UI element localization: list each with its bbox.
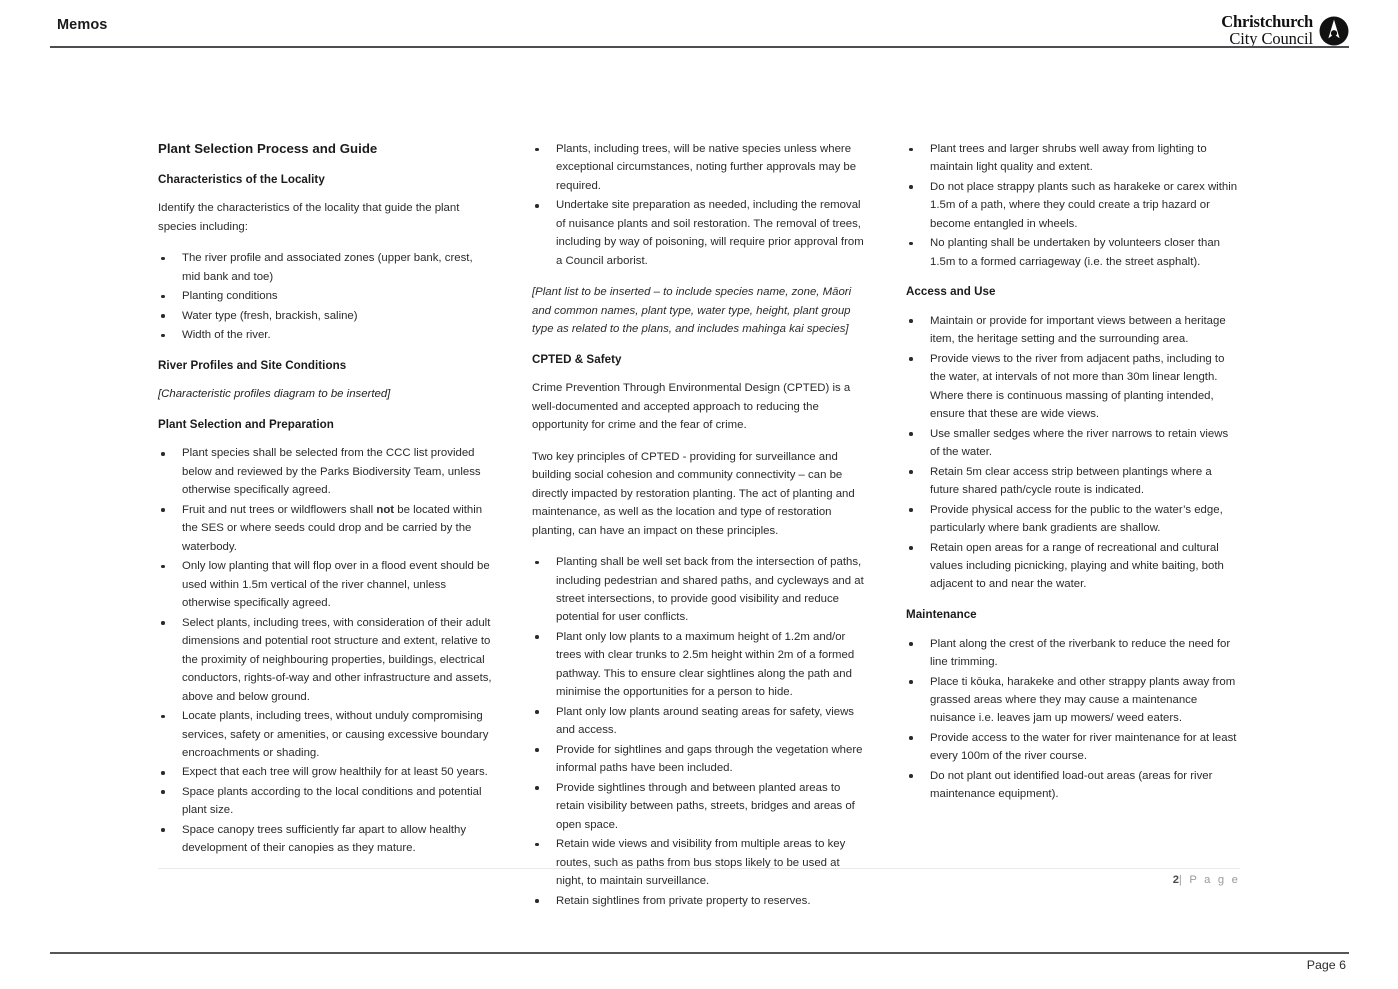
plant-selection-bullet-list <box>158 444 492 857</box>
heading-plant-selection-and-preparation: Plant Selection and Preparation <box>158 417 334 431</box>
list-item: Retain wide views and visibility from multiple areas to key routes, such as paths from bus stops likely to be used at night, to maintain surveillance. <box>532 835 866 890</box>
header-divider <box>50 46 1349 48</box>
viewer-page-label: Page 6 <box>1306 958 1346 972</box>
list-item: Width of the river. <box>158 326 492 344</box>
list-item: Expect that each tree will grow healthily for at least 50 years. <box>158 763 492 781</box>
column-left <box>158 140 492 923</box>
cpted-paragraph-1: Crime Prevention Through Environmental Design (CPTED) is a well-documented and accepted approach to reducing the opportunity for crime and the fear of crime. <box>532 382 851 432</box>
list-item: Retain sightlines from private property to reserves. <box>532 892 866 910</box>
document-header <box>0 0 1398 50</box>
list-item: Place ti kōuka, harakeke and other strappy plants away from grassed areas where they may cause a maintenance nuisance i.e. leaves jam up mowers/ weed eaters. <box>906 673 1240 728</box>
plant-list-placeholder-note: [Plant list to be inserted – to include species name, zone, Māori and common names, plant type, water type, height, plant group type as related to the plans, and includes mahinga kai species] <box>532 286 852 336</box>
list-item: Water type (fresh, brackish, saline) <box>158 307 492 325</box>
cpted-paragraph-2: Two key principles of CPTED - providing for surveillance and building social cohesion and community connectivity – can be directly impacted by restoration planting. The act of planting and maintenance, as well as the location and type of restoration planting, can have an impact on these principles. <box>532 450 855 537</box>
heading-characteristics-of-the-locality: Characteristics of the Locality <box>158 172 325 186</box>
header-title: Memos <box>57 17 108 33</box>
plant-selection-bullet-list-continued <box>532 140 866 270</box>
logo-line-2: City Council <box>1229 28 1313 48</box>
list-item: Only low planting that will flop over in a flood event should be used within 1.5m vertical of the river channel, unless otherwise specifically agreed. <box>158 557 492 612</box>
locality-bullet-list <box>158 249 492 344</box>
fruit-text-emphasis: not <box>376 503 395 516</box>
locality-intro-paragraph: Identify the characteristics of the locality that guide the plant species including: <box>158 202 460 233</box>
heading-access-and-use: Access and Use <box>906 285 996 299</box>
document-footer-divider <box>158 868 1240 869</box>
list-item: Provide views to the river from adjacent paths, including to the water, at intervals of not more than 30m linear length. Where there is continuous massing of planting intended, ensure that these are wide views. <box>906 350 1240 424</box>
list-item: Plant trees and larger shrubs well away from lighting to maintain light quality and extent. <box>906 140 1240 177</box>
list-item: Maintain or provide for important views between a heritage item, the heritage setting and the surrounding area. <box>906 312 1240 349</box>
cpted-bullet-list <box>532 553 866 910</box>
column-right <box>906 140 1240 923</box>
list-item: Provide for sightlines and gaps through the vegetation where informal paths have been included. <box>532 741 866 778</box>
document-page-number <box>1173 874 1240 886</box>
heading-river-profiles-and-site-conditions: River Profiles and Site Conditions <box>158 358 347 372</box>
list-item: Do not plant out identified load-out areas (areas for river maintenance equipment). <box>906 767 1240 804</box>
christchurch-city-council-logo <box>1221 14 1349 48</box>
list-item: Provide physical access for the public to the water’s edge, particularly where bank gradients are shallow. <box>906 501 1240 538</box>
fruit-text-part1: Fruit and nut trees or wildflowers shall <box>182 503 377 516</box>
list-item: Use smaller sedges where the river narrows to retain views of the water. <box>906 425 1240 462</box>
list-item: Space canopy trees sufficiently far apart to allow healthy development of their canopies as they mature. <box>158 821 492 858</box>
list-item: Undertake site preparation as needed, including the removal of nuisance plants and soil restoration. The removal of trees, including by way of poisoning, will require prior approval from a Council arborist. <box>532 196 866 270</box>
ccc-roundel-icon <box>1319 16 1349 46</box>
list-item: Planting shall be well set back from the intersection of paths, including pedestrian and shared paths, and cycleways and at street intersections, to provide good visibility and reduce potential for user conflicts. <box>532 553 866 627</box>
maintenance-bullet-list <box>906 635 1240 804</box>
fruit-text-part2: be located within the SES or where seeds could drop and be carried by the waterbody. <box>182 503 483 553</box>
column-middle <box>532 140 866 923</box>
list-item: Retain open areas for a range of recreational and cultural values including picnicking, playing and white baiting, both adjacent to and near the water. <box>906 539 1240 594</box>
page-number-word: | P a g e <box>1178 874 1240 886</box>
list-item: The river profile and associated zones (upper bank, crest, mid bank and toe) <box>158 249 492 286</box>
logo-line-1: Christchurch <box>1221 12 1313 31</box>
list-item-fruit-and-nut-trees <box>158 501 492 556</box>
document-body <box>158 140 1240 923</box>
heading-cpted-and-safety: CPTED & Safety <box>532 352 622 366</box>
page-number-value: 2 <box>1172 874 1179 886</box>
list-item: Do not place strappy plants such as harakeke or carex within 1.5m of a path, where they could create a trip hazard or become entangled in wheels. <box>906 178 1240 233</box>
list-item: Retain 5m clear access strip between plantings where a future shared path/cycle route is indicated. <box>906 463 1240 500</box>
viewer-footer-divider <box>50 952 1349 954</box>
list-item: Planting conditions <box>158 287 492 305</box>
list-item: Space plants according to the local conditions and potential plant size. <box>158 783 492 820</box>
list-item: Plant only low plants around seating areas for safety, views and access. <box>532 703 866 740</box>
list-item: Select plants, including trees, with consideration of their adult dimensions and potential root structure and extent, relative to the proximity of neighbouring properties, buildings, electrical conductors, rights-of-way and other infrastructure and assets, above and below ground. <box>158 614 492 706</box>
access-and-use-bullet-list <box>906 312 1240 594</box>
list-item: Plant only low plants to a maximum height of 1.2m and/or trees with clear trunks to 2.5m height within 2m of a formed pathway. This to ensure clear sightlines along the path and minimise the opportunities for a person to hide. <box>532 628 866 702</box>
list-item: Locate plants, including trees, without unduly compromising services, safety or amenities, or causing excessive boundary encroachments or shading. <box>158 707 492 762</box>
list-item: Plants, including trees, will be native species unless where exceptional circumstances, noting further approvals may be required. <box>532 140 866 195</box>
list-item: Plant species shall be selected from the CCC list provided below and reviewed by the Parks Biodiversity Team, unless otherwise specifically agreed. <box>158 444 492 499</box>
list-item: No planting shall be undertaken by volunteers closer than 1.5m to a formed carriageway (i.e. the street asphalt). <box>906 234 1240 271</box>
diagram-placeholder-note: [Characteristic profiles diagram to be inserted] <box>158 388 391 401</box>
cpted-bullet-list-continued <box>906 140 1240 271</box>
page-title: Plant Selection Process and Guide <box>158 141 378 156</box>
logo-wordmark <box>1221 14 1313 48</box>
list-item: Provide access to the water for river maintenance for at least every 100m of the river course. <box>906 729 1240 766</box>
list-item: Plant along the crest of the riverbank to reduce the need for line trimming. <box>906 635 1240 672</box>
list-item: Provide sightlines through and between planted areas to retain visibility between paths, streets, bridges and areas of open space. <box>532 779 866 834</box>
heading-maintenance: Maintenance <box>906 607 977 621</box>
